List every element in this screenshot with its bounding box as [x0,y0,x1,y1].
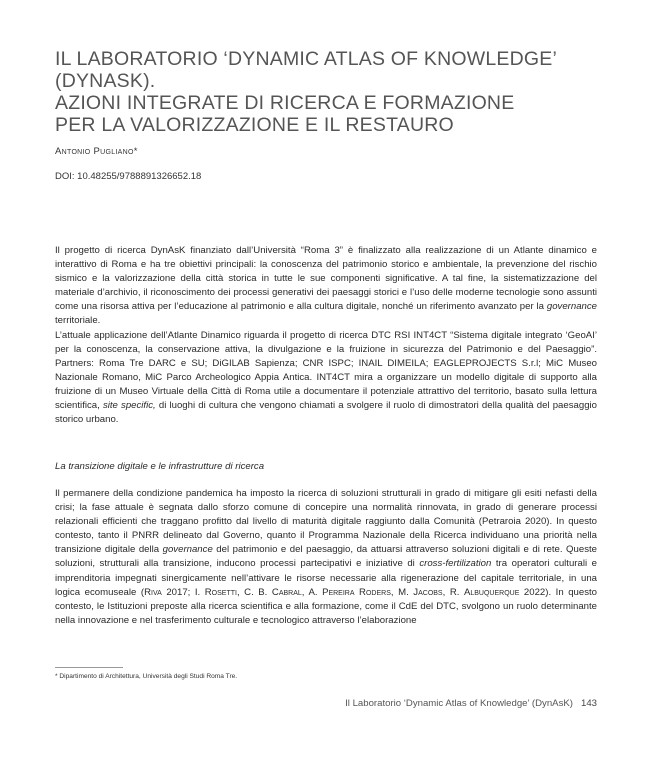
text-run: , R. [442,586,464,598]
citation-name: Cabral [271,586,302,598]
text-run: , A. [301,586,323,598]
text-run: 2022). In questo contesto, le Istituzioni preposte alla ricerca scientifica e alla formazione, come il CdE del DTC, svolgono un ruolo determinante nella innovazione e nel trasferimento culturale e tecnologico attraverso l’elaborazione [55,586,597,626]
text-run: Il progetto di ricerca DynAsK finanziato dall’Università “Roma 3” è finalizzato alla realizzazione di un Atlante dinamico e interattivo di Roma e ha tre obiettivi principali: la conoscenza del patrimonio storico e ambientale, la prevenzione del rischio sismico e la valorizzazione della città storica in tutte le sue componenti significative. A tal fine, la sistematizzazione del materiale d’archivio, il riconoscimento dei processi generativi dei paesaggi storici e l’uso delle moderne tecnologie sono assunti come una risorsa attiva per l’educazione al patrimonio e alla cultura digitale, nonché un riferimento avanzato per la [55,245,597,313]
doi-identifier: DOI: 10.48255/9788891326652.18 [55,171,202,182]
title-line: (DYNASK). [55,70,156,92]
section-heading: La transizione digitale e le infrastrutture di ricerca [55,461,265,472]
text-run: territoriale. [55,315,101,327]
text-run: Il permanere della condizione pandemica ha imposto la ricerca di soluzioni strutturali in grado di mitigare gli esiti nefasti della crisi; la fase attuale è segnata dallo sforzo comune di concepire una normalità rinnovata, in grado di generare processi relazionali efficienti che traggano profitto dal livello di maturità digitale raggiunto dalla Comunità (Petraroia 2020). In questo contesto, tanto il PNRR delineato dal Governo, quanto il Programma Nazionale della Ricerca individuano una priorità nella transizione digitale della [55,488,597,556]
page-footer [345,698,597,709]
body-paragraph [55,487,597,628]
abstract-paragraph [55,244,597,329]
text-run: tra operatori culturali e imprenditoria impegnati sinergicamente nell’attivare le risorse necessarie alla rigenerazione del capitale territoriale, in una logica ecomuseale ( [55,558,597,598]
abstract [55,244,597,427]
body-text [55,487,597,628]
article-title [55,48,615,136]
author-name: Antonio Pugliano* [55,146,138,157]
italic-term: cross-fertilization [419,558,492,570]
running-title: Il Laboratorio ‘Dynamic Atlas of Knowledge’ (DynAsK) [345,698,573,709]
italic-term: governance [546,301,597,313]
abstract-paragraph [55,329,597,428]
footnote-divider [55,667,123,668]
page-number: 143 [580,698,597,709]
text-run: , C. B. [236,586,272,598]
text-run: del patrimonio e del paesaggio, da attuarsi attraverso soluzioni digitali e di rete. Queste soluzioni, strutturali alla transizione, inducono processi partecipativi e iniziative di [55,544,597,570]
citation-name: Albuquerque [463,586,520,598]
text-run: , M. [390,586,414,598]
title-line: IL LABORATORIO ‘DYNAMIC ATLAS OF KNOWLEDGE’ [55,48,557,70]
text-run: L’attuale applicazione dell’Atlante Dinamico riguarda il progetto di ricerca DTC RSI INT4CT “Sistema digitale integrato ‘GeoAI’ per la conoscenza, la conservazione attiva, la divulgazione e la fruizione in sicurezza del Patrimonio e del Paesaggio”. Partners: Roma Tre DARC e SU; DiGILAB Sapienza; CNR ISPC; INAIL DIMEILA; EAGLEPROJECTS S.r.l; MiC Museo Nazionale Romano, MiC Parco Archeologico Appia Antica. INT4CT mira a organizzare un modello digitale di supporto alla fruizione di un Museo Virtuale della Città di Roma utile a documentare il potenziale attrattivo del territorio, basato sulla lettura scientifica, [55,329,597,412]
citation-name: Riva [144,586,162,598]
italic-term: site specific, [102,400,156,412]
title-line: PER LA VALORIZZAZIONE E IL RESTAURO [55,114,454,136]
title-line: AZIONI INTEGRATE DI RICERCA E FORMAZIONE [55,92,515,114]
text-run: di luoghi di cultura che vengono chiamati a svolgere il ruolo di dimostratori della qualità del paesaggio storico urbano. [55,400,597,426]
citation-name: Rosetti [204,586,237,598]
italic-term: governance [162,544,213,556]
footnote: * Dipartimento di Architettura, Università degli Studi Roma Tre. [55,673,238,680]
text-run: 2017; I. [161,586,205,598]
citation-name: Pereira Roders [322,586,391,598]
citation-name: Jacobs [413,586,443,598]
